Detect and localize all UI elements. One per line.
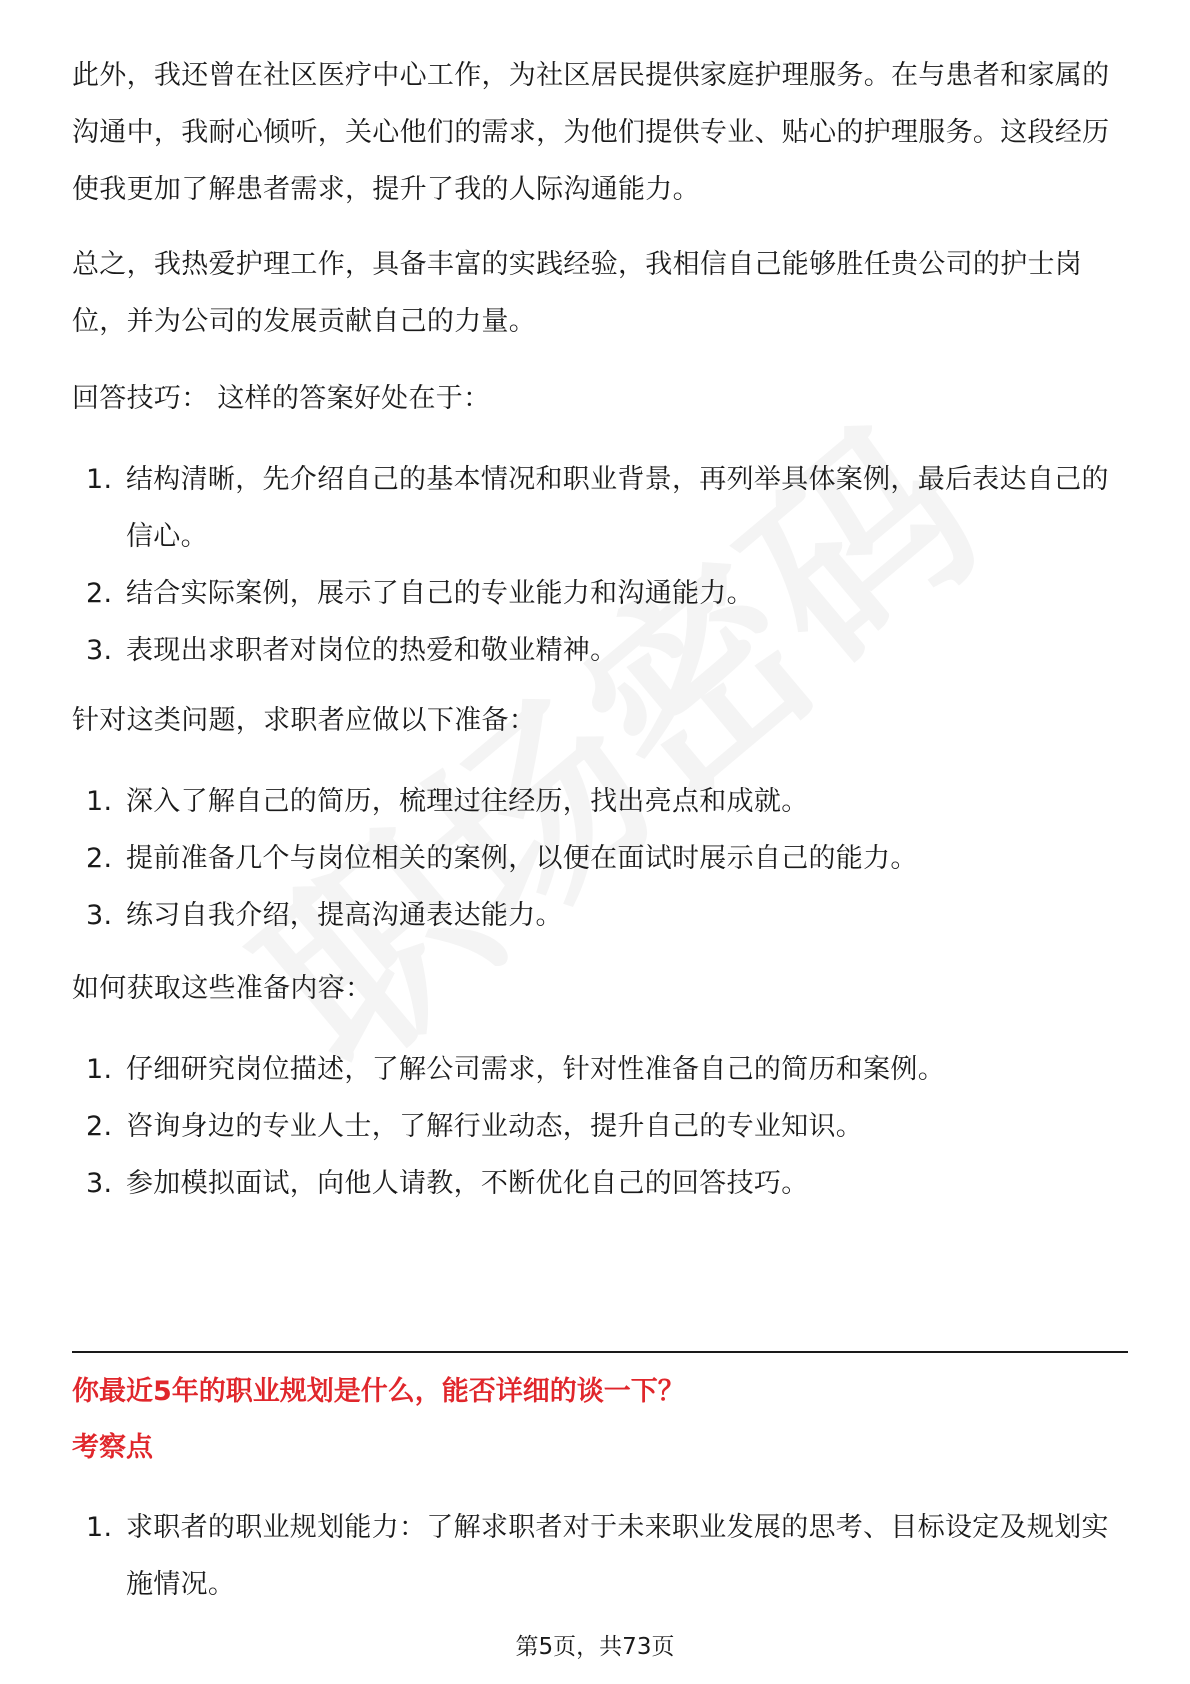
list-item-text: 咨询身边的专业人士，了解行业动态，提升自己的专业知识。 <box>126 1111 864 1142</box>
list-item <box>72 1098 1128 1155</box>
list-item-text: 练习自我介绍，提高沟通表达能力。 <box>126 900 563 931</box>
paragraph-answer-tips-heading: 回答技巧： 这样的答案好处在于： <box>72 383 491 414</box>
document-page <box>72 0 1128 1684</box>
question-title: 你最近5年的职业规划是什么，能否详细的谈一下？ <box>72 1376 685 1407</box>
list-item <box>72 451 1128 565</box>
paragraph-community-experience: 此外，我还曾在社区医疗中心工作，为社区居民提供家庭护理服务。在与患者和家属的沟通中，我耐心倾听，关心他们的需求，为他们提供专业、贴心的护理服务。这段经历使我更加了解患者需求，提升了我的人际沟通能力。 <box>72 60 1110 205</box>
list-number: 2. <box>86 578 113 609</box>
list-number: 2. <box>86 843 113 874</box>
list-item-text: 仔细研究岗位描述，了解公司需求，针对性准备自己的简历和案例。 <box>126 1054 945 1085</box>
list-item <box>72 830 1128 887</box>
list-item <box>72 1499 1128 1613</box>
list-item <box>72 622 1128 679</box>
list-item <box>72 773 1128 830</box>
list-item <box>72 887 1128 944</box>
list-number: 3. <box>86 635 113 666</box>
list-item-text: 结构清晰，先介绍自己的基本情况和职业背景，再列举具体案例，最后表达自己的信心。 <box>126 464 1109 552</box>
paragraph-summary: 总之，我热爱护理工作，具备丰富的实践经验，我相信自己能够胜任贵公司的护士岗位，并为公司的发展贡献自己的力量。 <box>72 249 1083 337</box>
list-assessment-points <box>72 1499 1128 1613</box>
list-item-text: 提前准备几个与岗位相关的案例，以便在面试时展示自己的能力。 <box>126 843 918 874</box>
list-item-text: 参加模拟面试，向他人请教，不断优化自己的回答技巧。 <box>126 1168 809 1199</box>
list-item <box>72 1155 1128 1212</box>
list-answer-tips <box>72 451 1128 679</box>
list-item-text: 结合实际案例，展示了自己的专业能力和沟通能力。 <box>126 578 754 609</box>
list-sources <box>72 1041 1128 1212</box>
list-item <box>72 1041 1128 1098</box>
list-number: 1. <box>86 1512 113 1543</box>
list-number: 1. <box>86 786 113 817</box>
page-footer: 第5页，共73页 <box>515 1634 675 1660</box>
list-number: 1. <box>86 1054 113 1085</box>
section-divider <box>72 1351 1128 1353</box>
list-preparation <box>72 773 1128 944</box>
list-number: 2. <box>86 1111 113 1142</box>
paragraph-sources-heading: 如何获取这些准备内容： <box>72 973 373 1004</box>
paragraph-preparation-heading: 针对这类问题，求职者应做以下准备： <box>72 705 537 736</box>
list-number: 3. <box>86 900 113 931</box>
list-item-text: 求职者的职业规划能力：了解求职者对于未来职业发展的思考、目标设定及规划实施情况。 <box>126 1512 1109 1600</box>
question-subtitle: 考察点 <box>72 1432 153 1463</box>
list-item-text: 深入了解自己的简历，梳理过往经历，找出亮点和成就。 <box>126 786 809 817</box>
list-number: 1. <box>86 464 113 495</box>
list-item-text: 表现出求职者对岗位的热爱和敬业精神。 <box>126 635 618 666</box>
list-item <box>72 565 1128 622</box>
list-number: 3. <box>86 1168 113 1199</box>
